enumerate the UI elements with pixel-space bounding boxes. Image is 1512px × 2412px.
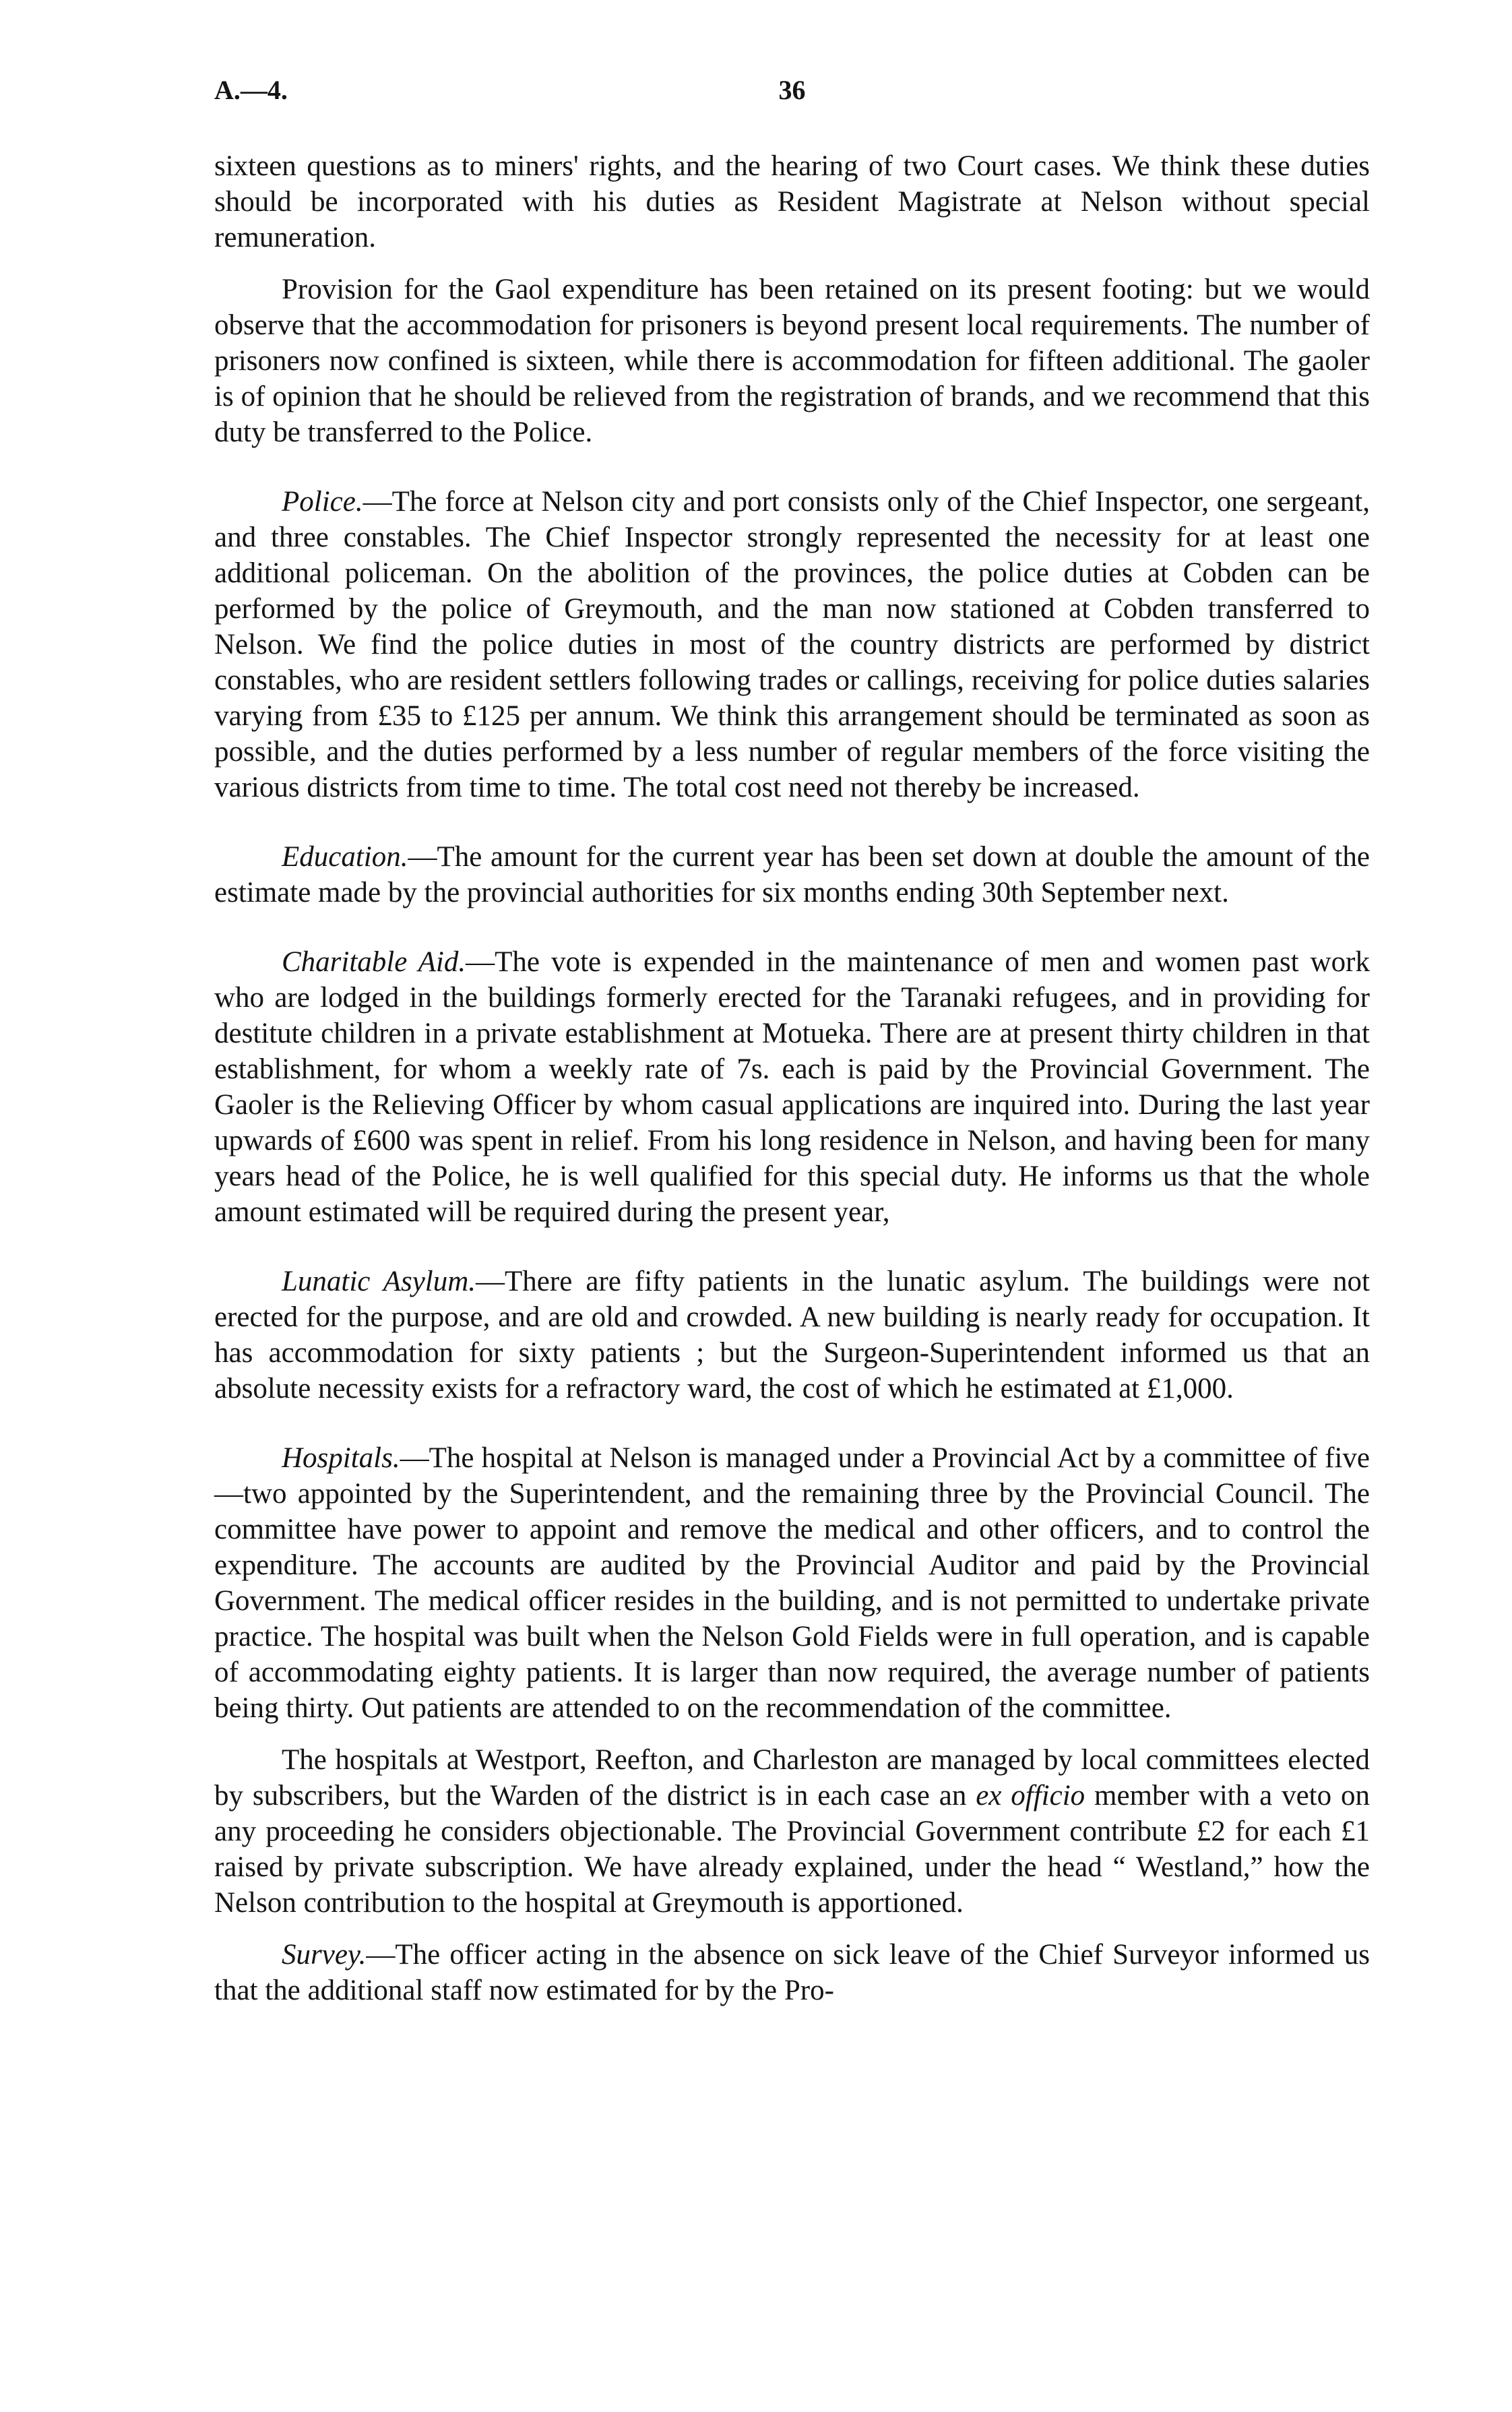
page-header	[214, 74, 1370, 115]
section-heading-survey: Survey.	[282, 1939, 367, 1971]
paragraph-education	[214, 839, 1370, 910]
document-body	[214, 148, 1370, 2008]
paragraph-text: —The hospital at Nelson is managed under a Provincial Act by a committee of five—two appointed by the Superintendent, and the remaining three by the Provincial Council. The committee have power to appoint and remove the medical and other officers, and to control the expenditure. The accounts are audited by the Provincial Auditor and paid by the Provincial Government. The medical officer resides in the building, and is not permitted to undertake private practice. The hospital was built when the Nelson Gold Fields were in full operation, and is capable of accommodating eighty patients. It is larger than now required, the average number of patients being thirty. Out patients are attended to on the recommendation of the committee.	[214, 1442, 1370, 1724]
paragraph-charitable-aid	[214, 944, 1370, 1230]
paragraph-text: Provision for the Gaol expenditure has been retained on its present footing: but we would observe that the accommodation for prisoners is beyond present local requirements. The number of prisoners now confined is sixteen, while there is accommodation for fifteen additional. The gaoler is of opinion that he should be relieved from the registration of brands, and we recommend that this duty be transferred to the Police.	[214, 274, 1370, 448]
italic-term: ex officio	[976, 1780, 1085, 1812]
paragraph-local-hospitals	[214, 1742, 1370, 1921]
paragraph-gaol	[214, 272, 1370, 450]
paragraph-text: sixteen questions as to miners' rights, and the hearing of two Court cases. We think these duties should be incorporated with his duties as Resident Magistrate at Nelson without special remuneration.	[214, 150, 1370, 253]
section-heading-lunatic-asylum: Lunatic Asylum.	[282, 1266, 476, 1297]
section-heading-hospitals: Hospitals.	[282, 1442, 400, 1474]
paragraph-hospitals	[214, 1440, 1370, 1726]
paragraph-text: —The amount for the current year has been set down at double the amount of the estimate made by the provincial authorities for six months ending 30th September next.	[214, 841, 1370, 908]
paragraph-police	[214, 484, 1370, 805]
paragraph-text: —The officer acting in the absence on sick leave of the Chief Surveyor informed us that the additional staff now estimated for by the Pro-	[214, 1939, 1370, 2006]
paragraph-survey	[214, 1937, 1370, 2008]
document-reference: A.—4.	[214, 75, 288, 105]
paragraph-text: —There are fifty patients in the lunatic asylum. The buildings were not erected for the purpose, and are old and crowded. A new building is nearly ready for occupation. It has accommodation for sixty patients ; but the Surgeon-Superintendent informed us that an absolute necessity exists for a refractory ward, the cost of which he estimated at £1,000.	[214, 1266, 1370, 1404]
section-heading-charitable-aid: Charitable Aid.	[282, 946, 466, 978]
paragraph-lunatic-asylum	[214, 1264, 1370, 1406]
paragraph-text: —The vote is expended in the maintenance of men and women past work who are lodged in the buildings formerly erected for the Taranaki refugees, and in providing for destitute children in a private establishment at Motueka. There are at present thirty children in that establishment, for whom a weekly rate of 7s. each is paid by the Provincial Government. The Gaoler is the Relieving Officer by whom casual applications are inquired into. During the last year upwards of £600 was spent in relief. From his long residence in Nelson, and having been for many years head of the Police, he is well qualified for this special duty. He informs us that the whole amount estimated will be required during the present year,	[214, 946, 1370, 1228]
page-number: 36	[778, 75, 806, 105]
paragraph-continuation	[214, 148, 1370, 255]
paragraph-text: The hospitals at Westport, Reefton, and Charleston are managed by local committees elected by subscribers, but the Warden of the district is in each case an	[214, 1744, 1370, 1812]
paragraph-text: —The force at Nelson city and port consists only of the Chief Inspector, one sergeant, and three constables. The Chief Inspector strongly represented the necessity for at least one additional policeman. On the abolition of the provinces, the police duties at Cobden can be performed by the police of Greymouth, and the man now stationed at Cobden transferred to Nelson. We find the police duties in most of the country districts are performed by district constables, who are resident settlers following trades or callings, receiving for police duties salaries varying from £35 to £125 per annum. We think this arrangement should be terminated as soon as possible, and the duties performed by a less number of regular members of the force visiting the various districts from time to time. The total cost need not thereby be increased.	[214, 486, 1370, 803]
section-heading-education: Education.	[282, 841, 408, 873]
section-heading-police: Police.	[282, 486, 363, 518]
paragraph-text: member with a veto on any proceeding he considers objectionable. The Provincial Government contribute £2 for each £1 raised by private subscription. We have already explained, under the head “ Westland,” how the Nelson contribution to the hospital at Greymouth is apportioned.	[214, 1780, 1371, 1919]
